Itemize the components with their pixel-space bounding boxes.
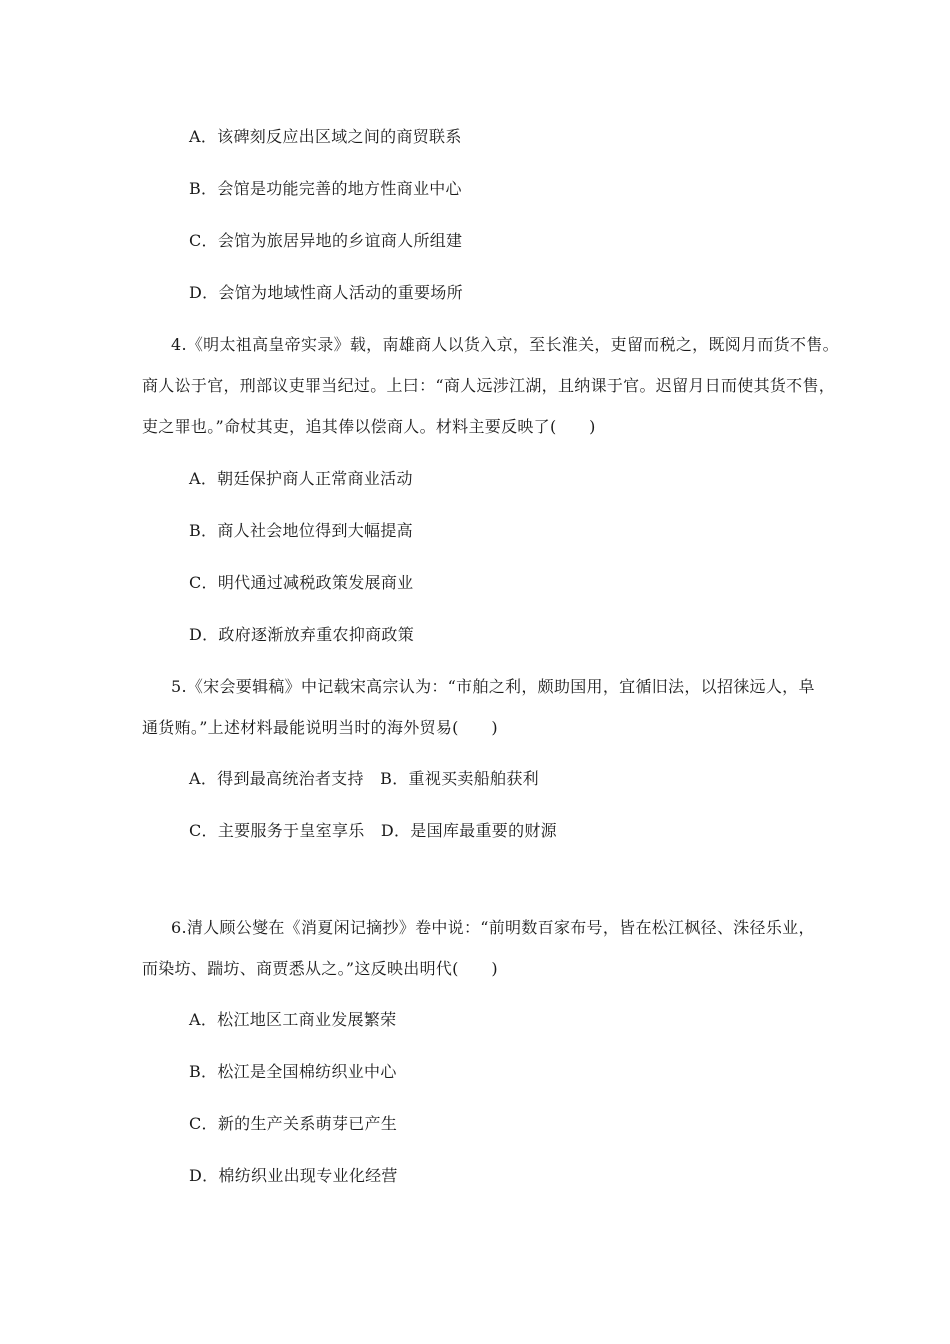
q3-option-c: C．会馆为旅居异地的乡谊商人所组建: [189, 231, 463, 250]
q3-option-d: D．会馆为地域性商人活动的重要场所: [189, 283, 463, 302]
q4-stem-line-3: 吏之罪也。”命杖其吏，追其俸以偿商人。材料主要反映了( ): [142, 417, 596, 436]
q3-option-b: B．会馆是功能完善的地方性商业中心: [189, 179, 462, 198]
q5-options-row-2: C．主要服务于皇室享乐 D．是国库最重要的财源: [189, 821, 557, 840]
q3-option-a: A．该碑刻反应出区域之间的商贸联系: [189, 127, 462, 146]
q4-stem-line-2: 商人讼于官，刑部议吏罪当纪过。上曰：“商人远涉江湖，且纳课于官。迟留月日而使其货不售，: [142, 376, 836, 395]
q5-options-row-1: A．得到最高统治者支持 B．重视买卖船舶获利: [189, 769, 539, 788]
q4-option-a: A．朝廷保护商人正常商业活动: [189, 469, 413, 488]
q6-option-a: A．松江地区工商业发展繁荣: [189, 1010, 397, 1029]
q6-stem-line-2: 而染坊、踹坊、商贾悉从之。”这反映出明代( ): [142, 959, 498, 978]
q5-stem-line-2: 通货贿。”上述材料最能说明当时的海外贸易( ): [142, 718, 498, 737]
q4-option-d: D．政府逐渐放弃重农抑商政策: [189, 625, 415, 644]
q4-option-c: C．明代通过减税政策发展商业: [189, 573, 414, 592]
q6-stem-line-1: 6.清人顾公燮在《消夏闲记摘抄》卷中说：“前明数百家布号，皆在松江枫径、洙径乐业，: [171, 918, 815, 937]
q6-option-c: C．新的生产关系萌芽已产生: [189, 1114, 398, 1133]
q6-option-b: B．松江是全国棉纺织业中心: [189, 1062, 397, 1081]
q5-stem-line-1: 5.《宋会要辑稿》中记载宋高宗认为：“市舶之利，颇助国用，宜循旧法，以招徕远人，阜: [171, 677, 815, 696]
q4-stem-line-1: 4.《明太祖高皇帝实录》载，南雄商人以货入京，至长淮关，吏留而税之，既阅月而货不售。: [171, 335, 839, 354]
q6-option-d: D．棉纺织业出现专业化经营: [189, 1166, 398, 1185]
q4-option-b: B．商人社会地位得到大幅提高: [189, 521, 413, 540]
